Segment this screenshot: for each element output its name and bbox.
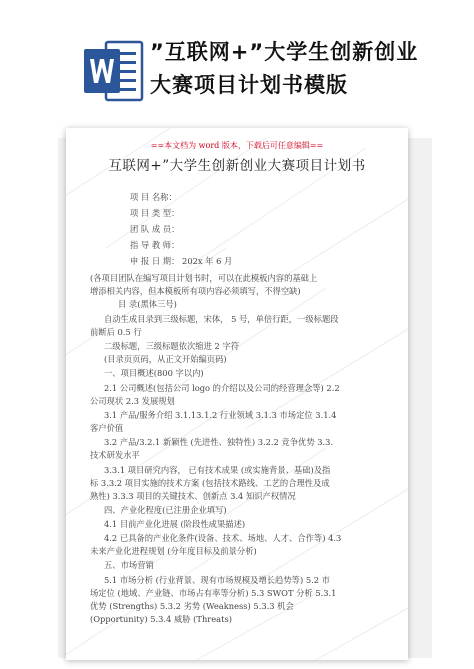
doc-line-instruction-1: (各项目团队在编写项目计划书时，可以在此模板内容的基础上 [90, 273, 318, 283]
doc-line-3-3-2: 标 3.3.2 项目实施的技术方案 (包括技术路线、工艺的合理性及成 [90, 478, 330, 488]
doc-line-toc-1: 自动生成目录到三级标题，宋体， 5 号，单倍行距，一级标题段 [104, 314, 339, 324]
doc-line-toc-4: (目录页页码，从正文开始编页码) [104, 354, 227, 364]
doc-line-3-2-cont: 技术研发水平 [90, 450, 140, 460]
page-title [150, 36, 460, 102]
doc-line-5-2: 场定位 (地域、产业链、市场占有率等分析) 5.3 SWOT 分析 5.3.1 [90, 588, 337, 598]
doc-line-advisor: 指 导 教 师： [130, 240, 180, 250]
doc-line-3-3-1: 3.3.1 项目研究内容， 已有技术成果 (或实施背景、基础)及指 [104, 465, 331, 475]
doc-line-5-3: 优势 (Strengths) 5.3.2 劣势 (Weakness) 5.3.3 机会 [90, 601, 294, 611]
doc-line-team-members: 团 队 成 员： [130, 224, 180, 234]
word-document-icon [84, 40, 144, 102]
doc-line-4-2: 4.2 已具备的产业化条件(设备、技术、场地、人才、合作等) 4.3 [104, 533, 342, 543]
title-line-1: ”互联网+”大学生创新创业 [150, 40, 419, 64]
editable-notice: ==本文档为 word 版本，下载后可任意编辑== [150, 141, 324, 150]
document-title: 互联网+”大学生创新创业大赛项目计划书 [108, 158, 366, 174]
title-line-2: 大赛项目计划书模版 [150, 73, 348, 97]
doc-line-section-5: 五、市场营销 [104, 560, 154, 570]
doc-line-2-1: 2.1 公司概述(包括公司 logo 的介绍以及公司的经营理念等) 2.2 [104, 383, 340, 393]
doc-line-3-1: 3.1 产品/服务介绍 3.1.13.1.2 行业领域 3.1.3 市场定位 3.1.4 [104, 410, 337, 420]
doc-line-section-1: 一、项目概述(800 字以内) [104, 368, 204, 378]
doc-line-5-1: 5.1 市场分析 (行业背景、现有市场规模及增长趋势等) 5.2 市 [104, 575, 330, 585]
doc-line-toc-3: 二级标题，三级标题依次缩进 2 字符 [104, 341, 240, 351]
doc-line-date: 申 报 日 期： 202x 年 6 月 [130, 256, 233, 266]
doc-line-3-3-3: 熟性) 3.3.3 项目的关键技术、创新点 3.4 知识产权情况 [90, 491, 296, 501]
document-preview[interactable] [66, 128, 408, 660]
doc-line-section-4: 四、产业化程度(已注册企业填写) [104, 505, 227, 515]
doc-line-3-1-cont: 客户价值 [90, 423, 124, 433]
doc-line-2-2: 公司现状 2.3 发展规划 [90, 396, 175, 406]
doc-line-project-name: 项 目 名称： [130, 192, 177, 202]
doc-line-3-2: 3.2 产品/3.2.1 新颖性 (先进性、独特性) 3.2.2 竞争优势 3.3. [104, 437, 334, 447]
doc-line-instruction-2: 增添相关内容，但本模板所有项内容必须填写，不得空缺) [90, 286, 301, 296]
doc-line-4-3: 未来产业化进程规划 (分年度目标及前景分析) [90, 546, 257, 556]
doc-line-project-type: 项 目 类 型： [130, 208, 180, 218]
doc-line-5-3-4: (Opportunity) 5.3.4 威胁 (Threats) [90, 614, 232, 624]
doc-line-toc-heading: 目 录(黑体三号) [118, 299, 177, 309]
doc-line-4-1: 4.1 目前产业化进展 (阶段性成果描述) [104, 519, 246, 529]
header-banner [0, 0, 474, 120]
doc-line-toc-2: 前断后 0.5 行 [90, 327, 142, 337]
